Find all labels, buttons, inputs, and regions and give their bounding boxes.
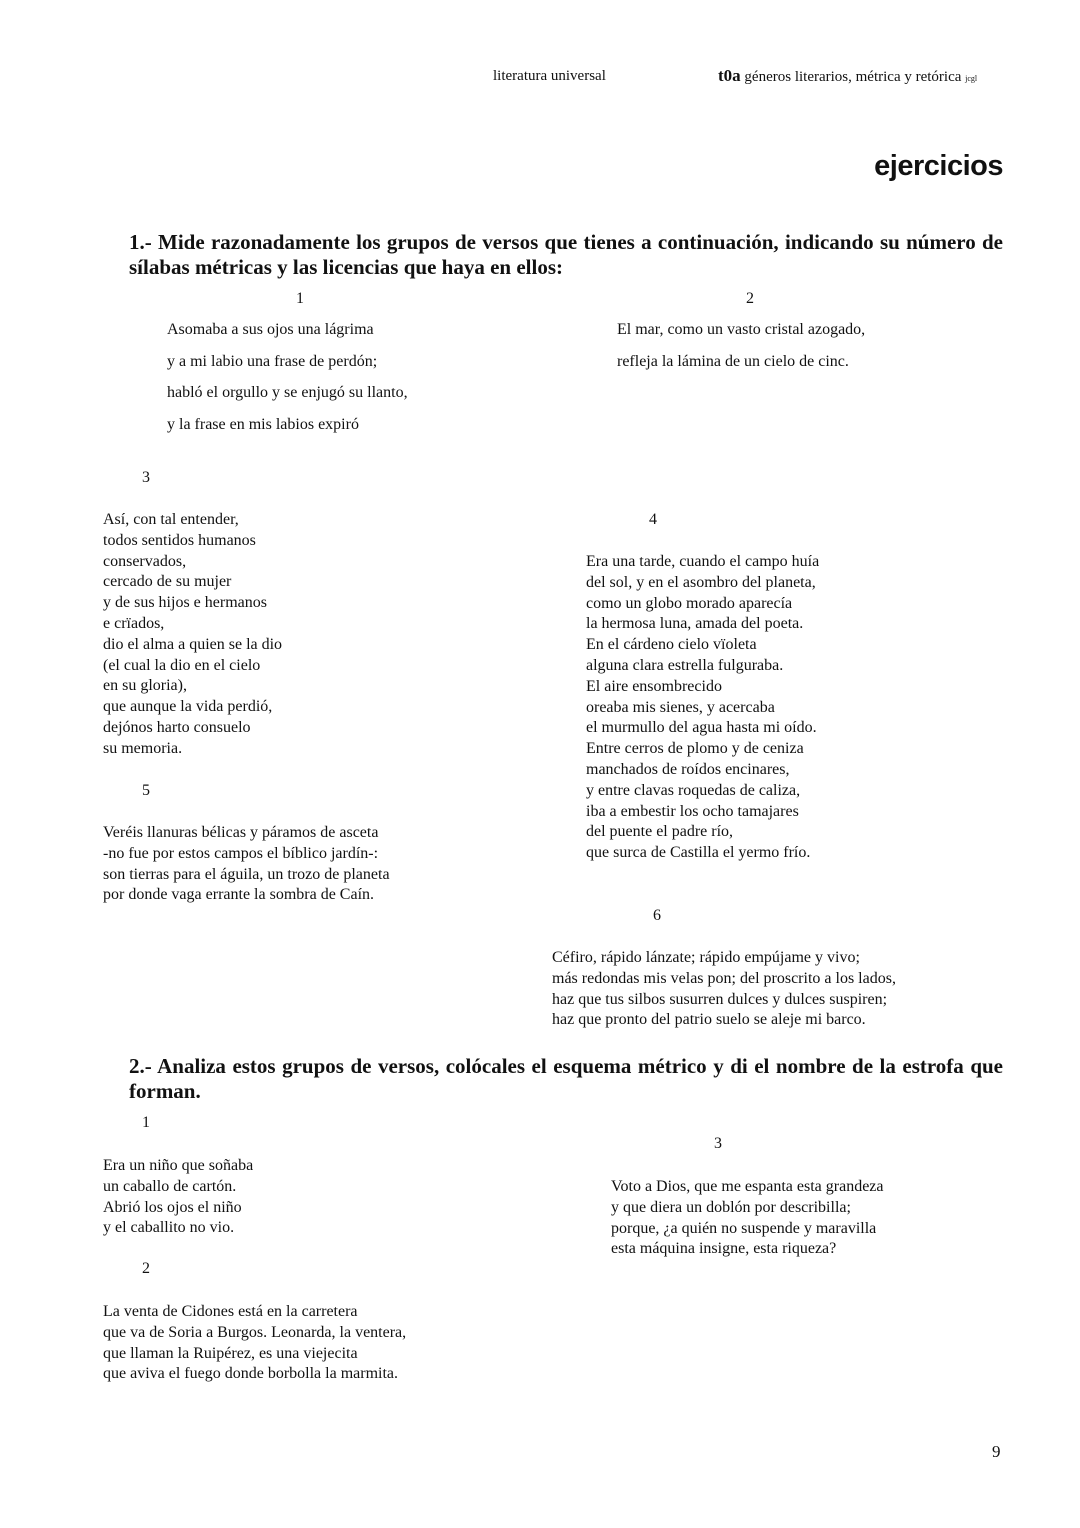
verse-line: dejónos harto consuelo <box>103 718 251 736</box>
ex1-group4-verses <box>586 552 819 864</box>
verse-line: y entre clavas roquedas de caliza, <box>586 781 801 799</box>
ex1-group6-number: 6 <box>653 907 661 924</box>
exercise2-prompt: 2.- Analiza estos grupos de versos, colócales el esquema métrico y di el nombre de la estrofa que forman. <box>129 1054 1003 1103</box>
verse-line: Veréis llanuras bélicas y páramos de asceta <box>103 824 379 841</box>
verse-line: en su gloria), <box>103 677 187 695</box>
verse-line: cercado de su mujer <box>103 573 232 591</box>
verse-line: un caballo de cartón. <box>103 1177 237 1195</box>
verse-line: -no fue por estos campos el bíblico jardín-: <box>103 844 379 862</box>
verse-line: que aunque la vida perdió, <box>103 698 273 716</box>
verse-line: Era un niño que soñaba <box>103 1157 254 1174</box>
verse-line: esta máquina insigne, esta riqueza? <box>611 1240 837 1258</box>
verse-line: y a mi labio una frase de perdón; <box>167 352 378 370</box>
verse-line: del sol, y en el asombro del planeta, <box>586 573 816 591</box>
verse-line: Abrió los ojos el niño <box>103 1198 242 1216</box>
verse-line: y el caballito no vio. <box>103 1219 235 1237</box>
ex2-group2-verses <box>103 1302 406 1385</box>
verse-line: como un globo morado aparecía <box>586 594 793 612</box>
verse-line: Era una tarde, cuando el campo huía <box>586 553 820 570</box>
verse-line: son tierras para el águila, un trozo de planeta <box>103 865 390 883</box>
verse-line: y la frase en mis labios expiró <box>167 415 359 433</box>
ex2-group1-number: 1 <box>142 1114 150 1131</box>
verse-line: todos sentidos humanos <box>103 531 256 549</box>
ex1-group5-number: 5 <box>142 782 150 799</box>
ex2-group3-number: 3 <box>714 1135 722 1152</box>
verse-line: habló el orgullo y se enjugó su llanto, <box>167 384 408 401</box>
ex1-group3-number: 3 <box>142 469 150 486</box>
page-number: 9 <box>992 1442 1001 1461</box>
ex1-group6-verses <box>552 948 896 1031</box>
verse-line: manchados de roídos encinares, <box>586 760 790 778</box>
ex1-group2-verses <box>617 320 865 383</box>
ex2-group1-verses <box>103 1156 253 1239</box>
verse-line: Céfiro, rápido lánzate; rápido empújame y vivo; <box>552 949 860 966</box>
verse-line: que va de Soria a Burgos. Leonarda, la ventera, <box>103 1323 407 1341</box>
verse-line: Entre cerros de plomo y de ceniza <box>586 740 804 758</box>
verse-line: Asomaba a sus ojos una lágrima <box>167 321 374 338</box>
verse-line: y de sus hijos e hermanos <box>103 594 267 612</box>
verse-line: por donde vaga errante la sombra de Caín. <box>103 886 375 904</box>
verse-line: que aviva el fuego donde borbolla la marmita. <box>103 1365 399 1383</box>
verse-line: El aire ensombrecido <box>586 677 722 695</box>
verse-line: (el cual la dio en el cielo <box>103 656 261 674</box>
ex2-group3-verses <box>611 1177 884 1260</box>
header-author: jcgl <box>965 74 978 83</box>
section-title: ejercicios <box>874 150 1003 182</box>
verse-line: iba a embestir los ocho tamajares <box>586 802 799 820</box>
verse-line: que surca de Castilla el yermo frío. <box>586 844 811 862</box>
verse-line: La venta de Cidones está en la carretera <box>103 1303 358 1320</box>
header-code: t0a <box>718 66 741 85</box>
verse-line: la hermosa luna, amada del poeta. <box>586 615 804 633</box>
verse-line: Voto a Dios, que me espanta esta grandeza <box>611 1178 884 1195</box>
verse-line: dio el alma a quien se la dio <box>103 635 283 653</box>
exercise1-prompt: 1.- Mide razonadamente los grupos de versos que tienes a continuación, indicando su número de sílabas métricas y las licencias que haya en ellos: <box>129 230 1003 279</box>
verse-line: del puente el padre río, <box>586 823 734 841</box>
verse-line: Así, con tal entender, <box>103 511 239 528</box>
ex1-group4-number: 4 <box>649 511 657 528</box>
ex1-group2-number: 2 <box>746 290 754 307</box>
ex1-group3-verses <box>103 510 282 760</box>
verse-line: que llaman la Ruipérez, es una viejecita <box>103 1344 358 1362</box>
verse-line: su memoria. <box>103 739 183 757</box>
ex2-group2-number: 2 <box>142 1260 150 1277</box>
header-topic-line <box>718 66 977 86</box>
ex1-group1-verses <box>167 320 408 446</box>
verse-line: En el cárdeno cielo vïoleta <box>586 636 757 654</box>
ex1-group5-verses <box>103 823 390 906</box>
verse-line: haz que pronto del patrio suelo se aleje mi barco. <box>552 1011 866 1029</box>
verse-line: más redondas mis velas pon; del proscrito a los lados, <box>552 969 896 987</box>
verse-line: porque, ¿a quién no suspende y maravilla <box>611 1219 877 1237</box>
verse-line: el murmullo del agua hasta mi oído. <box>586 719 817 737</box>
header-subject: literatura universal <box>493 68 606 84</box>
verse-line: refleja la lámina de un cielo de cinc. <box>617 352 849 370</box>
header-topic: géneros literarios, métrica y retórica <box>744 69 962 85</box>
verse-line: oreaba mis sienes, y acercaba <box>586 698 775 716</box>
verse-line: e crïados, <box>103 614 165 632</box>
verse-line: alguna clara estrella fulguraba. <box>586 656 784 674</box>
ex1-group1-number: 1 <box>296 290 304 307</box>
verse-line: El mar, como un vasto cristal azogado, <box>617 321 866 338</box>
verse-line: conservados, <box>103 552 187 570</box>
verse-line: haz que tus silbos susurren dulces y dulces suspiren; <box>552 990 888 1008</box>
verse-line: y que diera un doblón por describilla; <box>611 1198 851 1216</box>
